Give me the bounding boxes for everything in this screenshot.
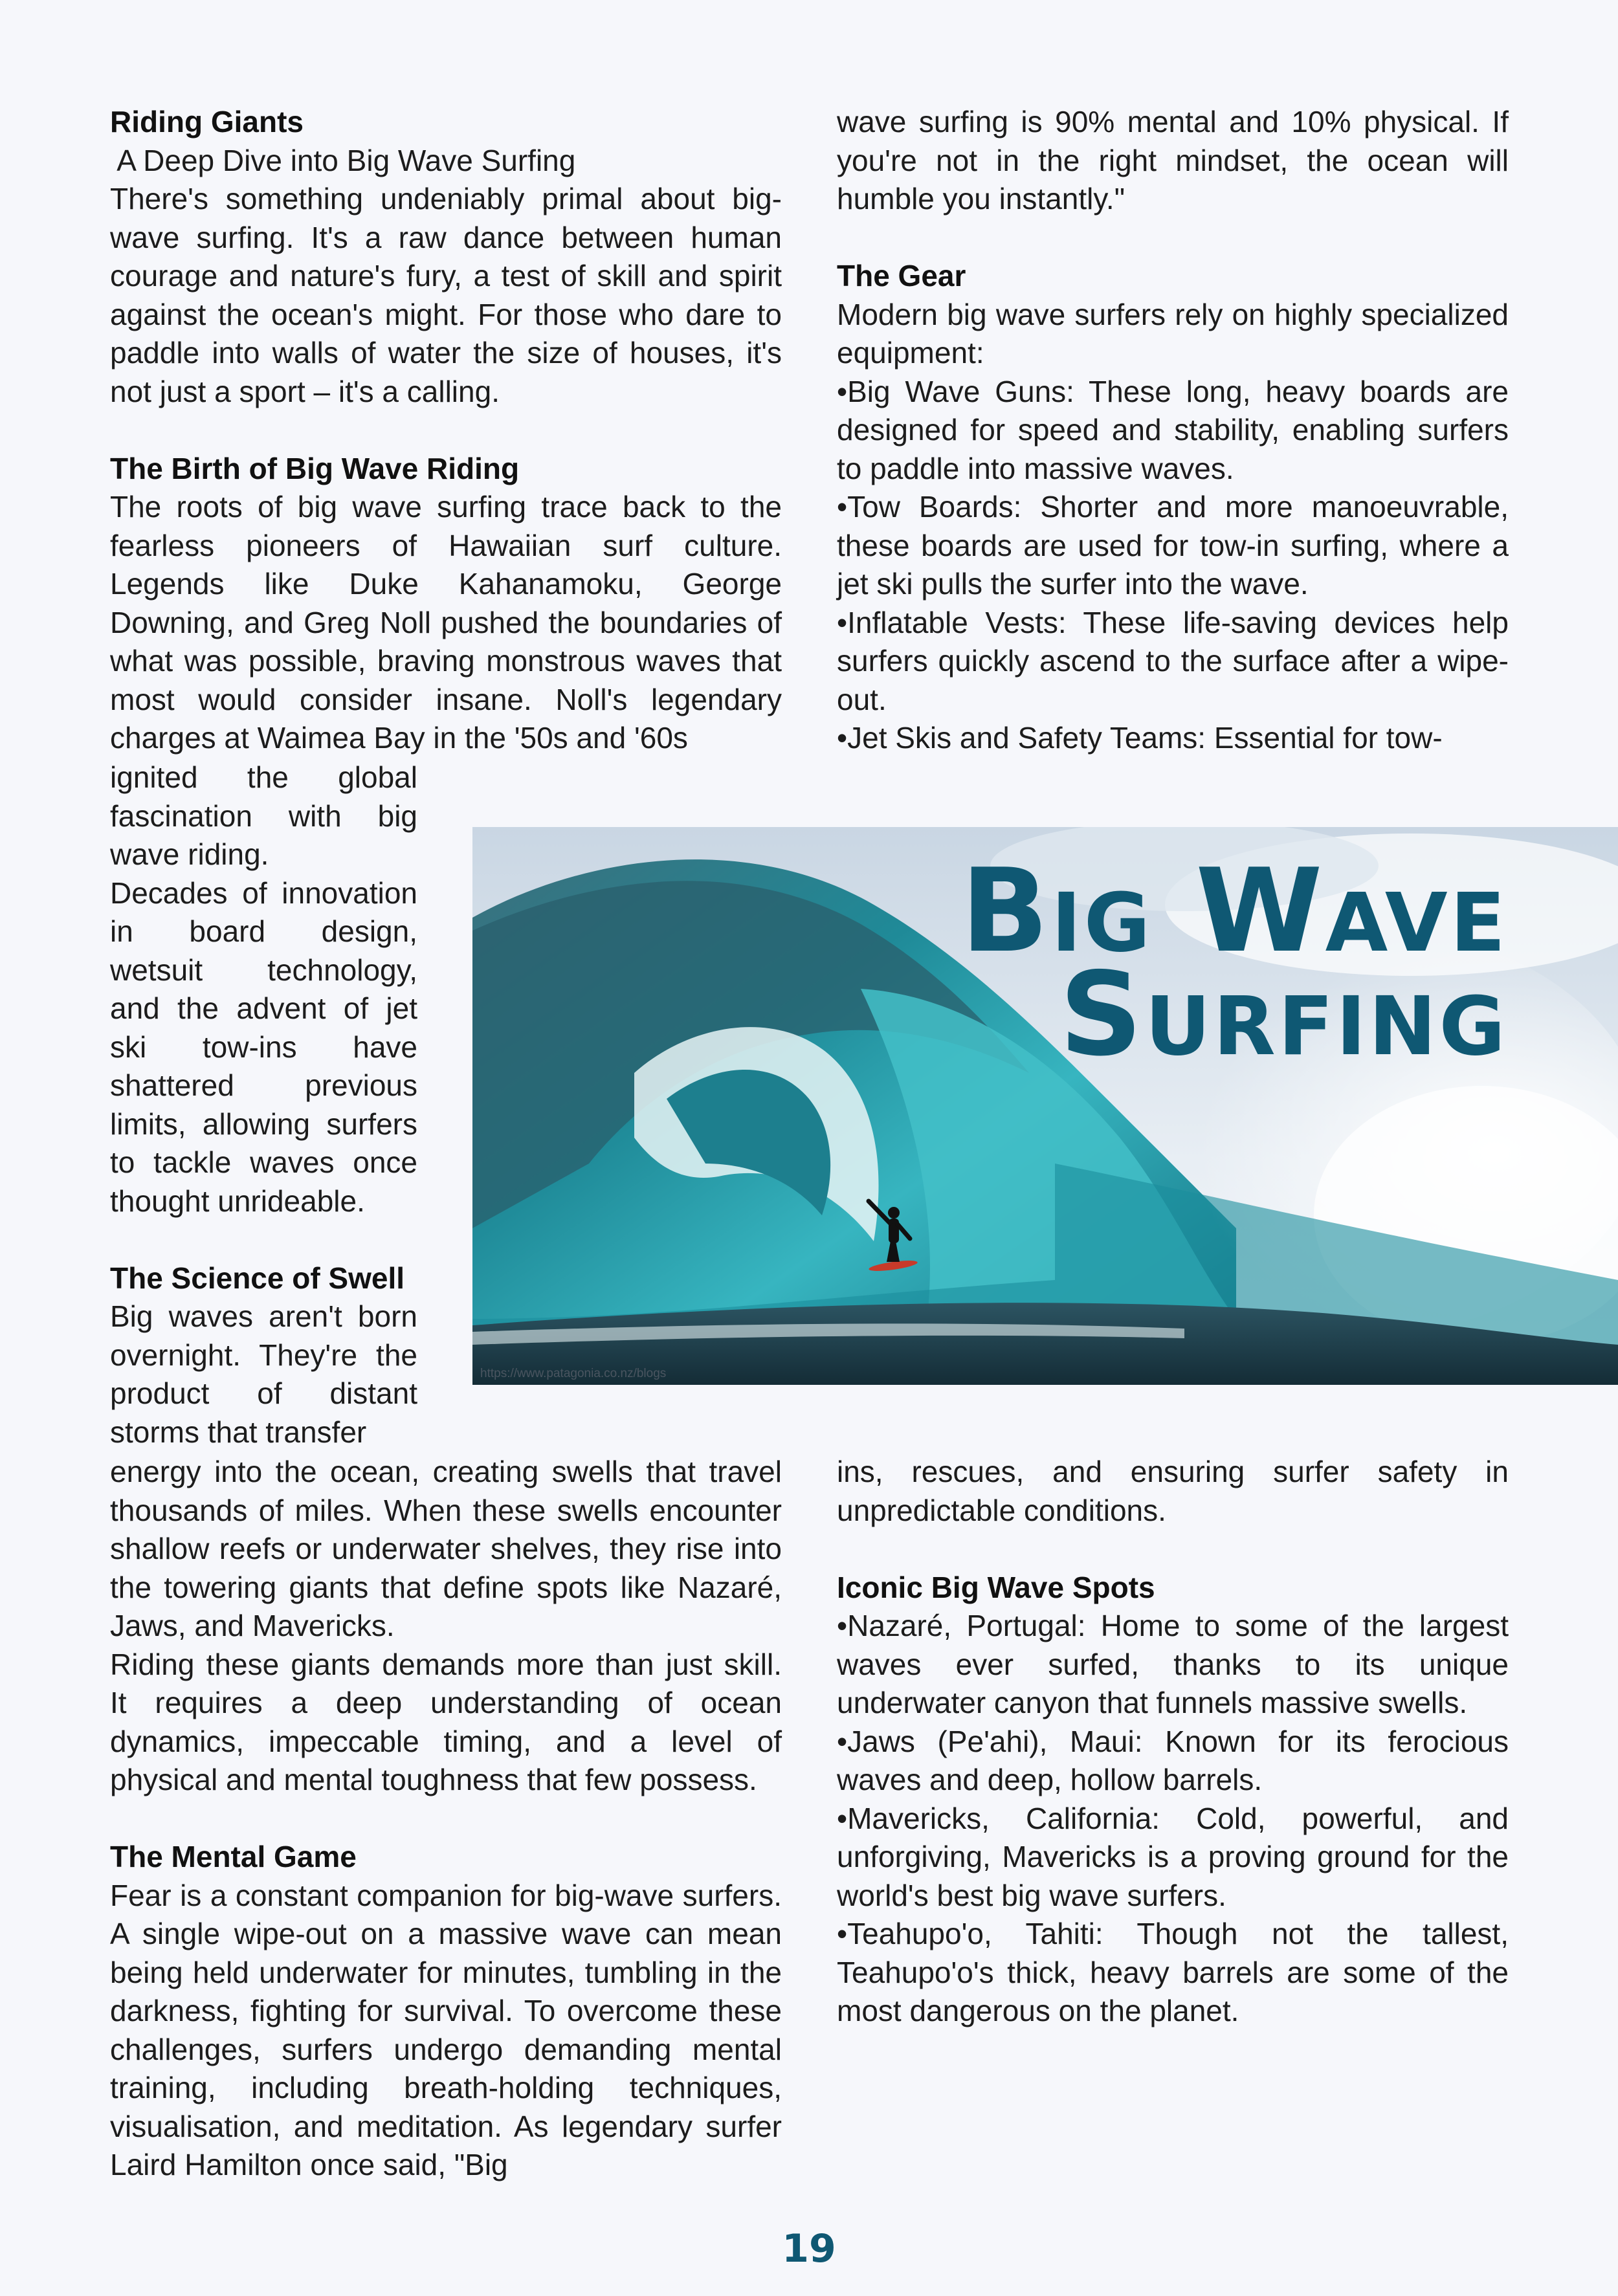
science-paragraph-2: Riding these giants demands more than just skill. It requires a deep understanding of ocean dynamics, impeccable timing, and a level of physical and mental toughness that few possess. xyxy=(110,1647,782,1796)
gear-item-continued: ins, rescues, and ensuring surfer safety in unpredictable conditions. xyxy=(837,1455,1509,1527)
mental-paragraph-continued: wave surfing is 90% mental and 10% physical. If you're not in the right mindset, the ocean will humble you instantly." xyxy=(837,105,1509,215)
spot-item: •Mavericks, California: Cold, powerful, and unforgiving, Mavericks is a proving ground for the world's best big wave surfers. xyxy=(837,1801,1509,1912)
science-heading: The Science of Swell xyxy=(110,1261,405,1295)
gear-item: •Tow Boards: Shorter and more manoeuvrable, these boards are used for tow-in surfing, where a jet ski pulls the surfer into the wave. xyxy=(837,490,1509,601)
spots-heading: Iconic Big Wave Spots xyxy=(837,1570,1155,1604)
hero-title-line-1: Big Wave xyxy=(960,844,1508,978)
left-column-top xyxy=(110,103,782,758)
hero-title xyxy=(731,844,1508,1081)
birth-paragraph-continued: ignited the global fascination with big wave riding. xyxy=(110,760,417,871)
science-paragraph-continued: energy into the ocean, creating swells that travel thousands of miles. When these swells encounter shallow reefs or underwater shelves, they rise into the towering giants that define spots like Nazaré, Jaws, and Mavericks. xyxy=(110,1455,782,1642)
left-column-bottom xyxy=(110,1453,782,2185)
gear-item: •Inflatable Vests: These life-saving devices help surfers quickly ascend to the surface after a wipe-out. xyxy=(837,605,1509,716)
gear-heading: The Gear xyxy=(837,259,966,293)
image-credit: https://www.patagonia.co.nz/blogs xyxy=(480,1367,667,1380)
left-column-narrow xyxy=(110,758,417,1452)
right-column-bottom xyxy=(837,1453,1509,2031)
mental-paragraph: Fear is a constant companion for big-wave surfers. A single wipe-out on a massive wave can mean being held underwater for minutes, tumbling in the darkness, fighting for survival. To overcome these challenges, surfers undergo demanding mental training, including breath-holding techniques, visualisation, and meditation. As legendary surfer Laird Hamilton once said, "Big xyxy=(110,1878,782,2181)
article-title: Riding Giants xyxy=(110,105,304,138)
spot-item: •Jaws (Pe'ahi), Maui: Known for its ferocious waves and deep, hollow barrels. xyxy=(837,1724,1509,1796)
gear-item: •Big Wave Guns: These long, heavy boards are designed for speed and stability, enabling surfers to paddle into massive waves. xyxy=(837,374,1509,485)
article-subtitle: A Deep Dive into Big Wave Surfing xyxy=(110,143,576,177)
spot-item: •Teahupo'o, Tahiti: Though not the tallest, Teahupo'o's thick, heavy barrels are some of the most dangerous on the planet. xyxy=(837,1917,1509,2027)
intro-paragraph: There's something undeniably primal about big-wave surfing. It's a raw dance between human courage and nature's fury, a test of skill and spirit against the ocean's might. For those who dare to paddle into walls of water the size of houses, it's not just a sport – it's a calling. xyxy=(110,182,782,408)
science-paragraph: Big waves aren't born overnight. They're the product of distant storms that transfer xyxy=(110,1299,417,1449)
gear-intro: Modern big wave surfers rely on highly specialized equipment: xyxy=(837,297,1509,370)
right-column-top xyxy=(837,103,1509,758)
page-number: 19 xyxy=(782,2226,836,2271)
innovation-paragraph: Decades of innovation in board design, wetsuit technology, and the advent of jet ski tow-ins have shattered previous limits, allowing surfers to tackle waves once thought unrideable. xyxy=(110,876,417,1218)
gear-item: •Jet Skis and Safety Teams: Essential for tow- xyxy=(837,721,1443,755)
hero-title-line-2: Surfing xyxy=(1059,947,1508,1081)
hero-image xyxy=(472,827,1618,1385)
birth-heading: The Birth of Big Wave Riding xyxy=(110,451,520,485)
spot-item: •Nazaré, Portugal: Home to some of the largest waves ever surfed, thanks to its unique underwater canyon that funnels massive swells. xyxy=(837,1609,1509,1719)
birth-paragraph: The roots of big wave surfing trace back to the fearless pioneers of Hawaiian surf culture. Legends like Duke Kahanamoku, George Downing, and Greg Noll pushed the boundaries of what was possible, braving monstrous waves that most would consider insane. Noll's legendary charges at Waimea Bay in the '50s and '60s xyxy=(110,490,782,755)
mental-heading: The Mental Game xyxy=(110,1840,357,1873)
